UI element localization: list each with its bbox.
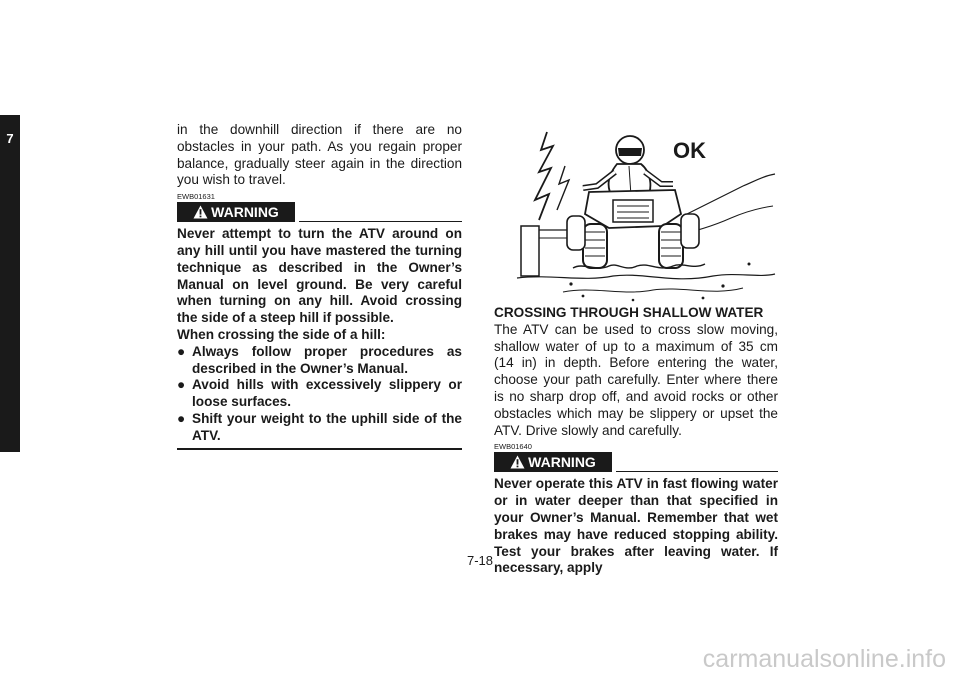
list-item <box>177 344 462 378</box>
list-item-text: Avoid hills with excessively slippery or loose surfaces. <box>192 377 462 410</box>
chapter-tab <box>0 115 20 452</box>
warning-rule <box>616 471 778 472</box>
warning-header <box>177 202 462 222</box>
warning-rule <box>299 221 462 222</box>
water-paragraph: The ATV can be used to cross slow moving, shallow water of up to a maximum of 35 cm (14 in) in depth. Before entering the water, choose your path carefully. Enter where there is no sharp drop off, and avoid rocks or other obstacles which may be slippery or upset the ATV. Drive slowly and carefully. <box>494 321 778 438</box>
bullet-icon: ● <box>177 343 186 359</box>
bullet-icon: ● <box>177 410 186 426</box>
warning-label: WARNING <box>211 204 279 221</box>
bullet-icon: ● <box>177 377 186 393</box>
warning-badge <box>177 202 295 222</box>
left-column <box>177 122 462 450</box>
warning-text: Never operate this ATV in fast flowing water or in water deeper than that specified in your Owner’s Manual. Remember that wet brakes may have reduced stopping ability. Test your brakes after leaving water. If necessary, apply <box>494 476 778 576</box>
warning-code: EWB01640 <box>494 442 532 452</box>
warning-text: Never attempt to turn the ATV around on any hill until you have mastered the turning technique as described in the Owner’s Manual on level ground. Be very careful when turning on any hill. Avoid crossing the side of a steep hill if possible. <box>177 226 462 326</box>
intro-paragraph: in the downhill direction if there are no obstacles in your path. As you regain proper balance, gradually steer again in the direction you wish to travel. <box>177 122 462 188</box>
section-heading: CROSSING THROUGH SHALLOW WATER <box>494 305 764 320</box>
atv-rider-crossing-water-illustration <box>513 126 778 304</box>
page-number: 7-18 <box>466 553 494 568</box>
chapter-tab-number: 7 <box>6 131 14 146</box>
warning-header <box>494 452 778 472</box>
warning-code: EWB01631 <box>177 192 215 202</box>
atv-water-illustration <box>513 126 778 304</box>
right-column <box>494 305 778 577</box>
warning-triangle-icon <box>510 455 525 469</box>
warning-label: WARNING <box>528 454 596 471</box>
list-item-text: Shift your weight to the uphill side of the ATV. <box>192 410 462 443</box>
list-item <box>177 411 462 445</box>
warning-end-rule <box>177 448 462 450</box>
warning-badge <box>494 452 612 472</box>
crossing-lead: When crossing the side of a hill: <box>177 326 386 342</box>
list-item-text: Always follow proper procedures as described in the Owner’s Manual. <box>192 343 462 376</box>
warning-triangle-icon <box>193 205 208 219</box>
watermark: carmanualsonline.info <box>702 645 946 673</box>
ok-label: OK <box>673 138 706 163</box>
list-item <box>177 377 462 411</box>
